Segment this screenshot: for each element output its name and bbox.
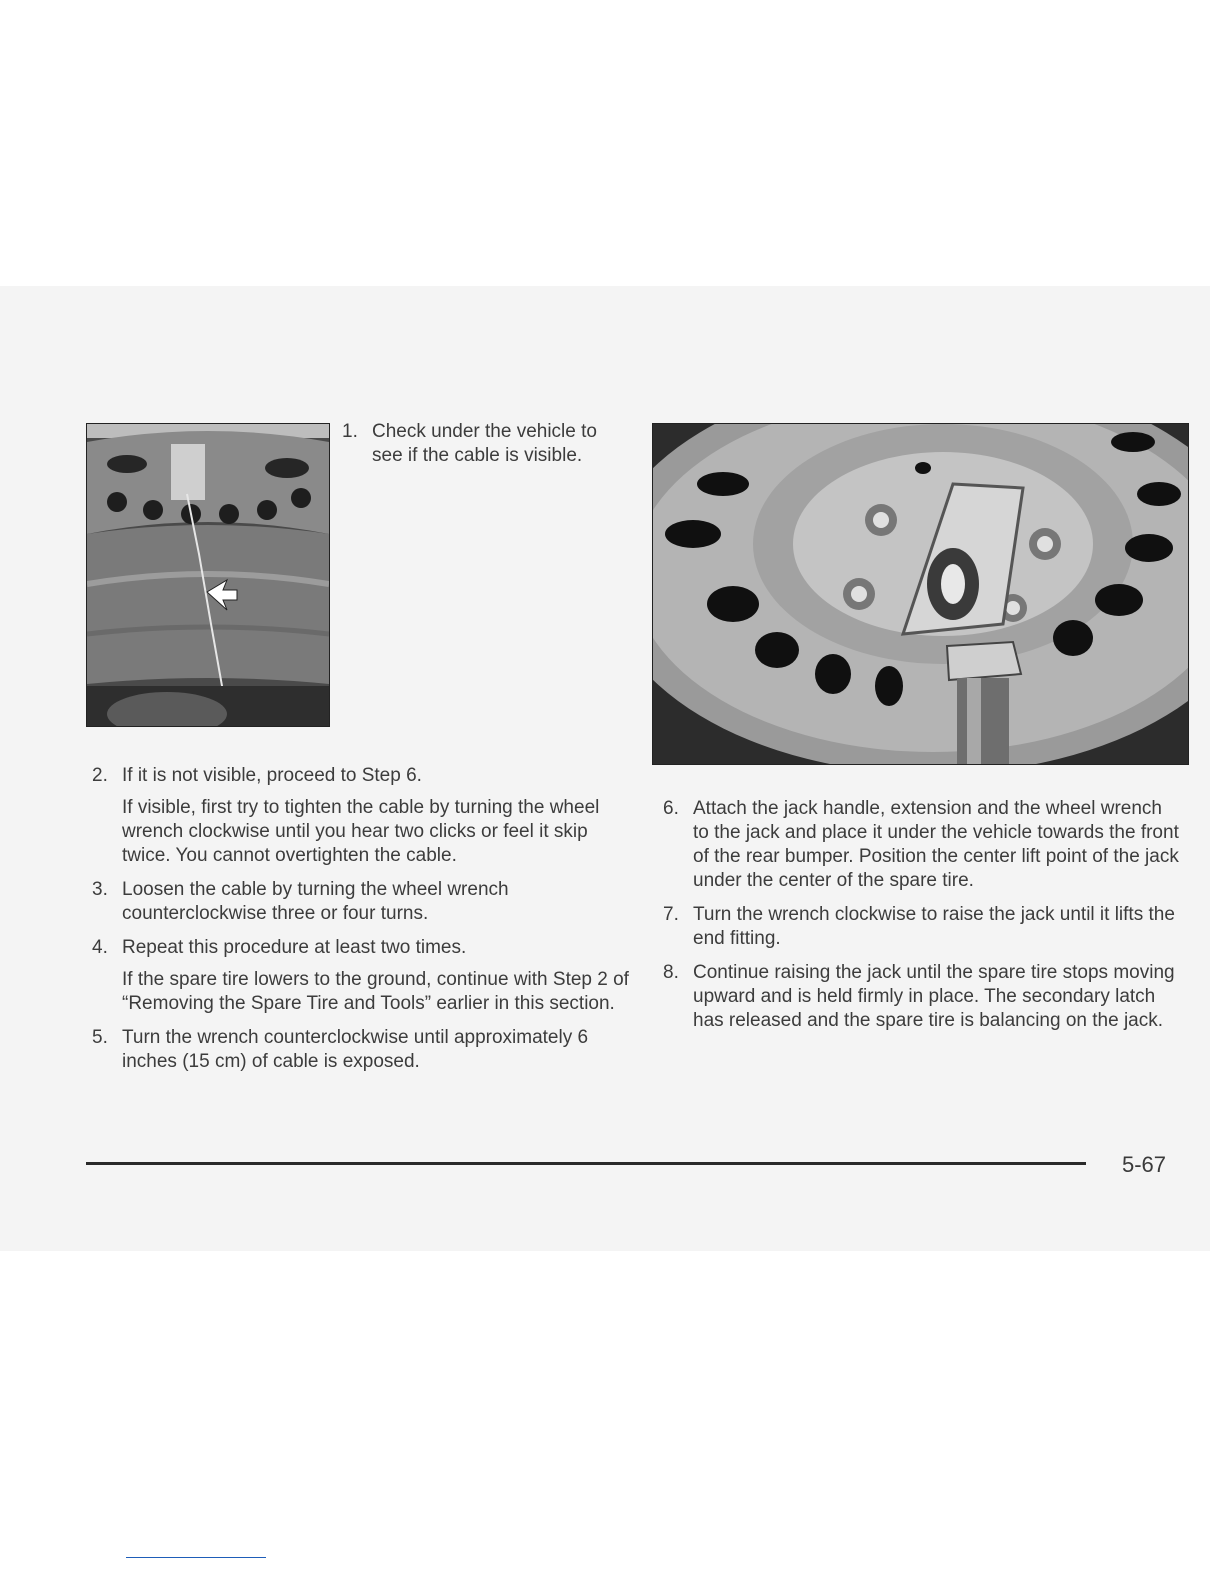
step-5-text: Turn the wrench counterclockwise until approximately 6 inches (15 cm) of cable is exposed. [122, 1027, 589, 1072]
left-column-steps [92, 764, 632, 1074]
step-1-number: 1. [342, 421, 358, 442]
step-3 [92, 878, 632, 926]
bottom-link-underline [126, 1557, 266, 1558]
step-3-number: 3. [92, 879, 108, 900]
right-column-steps [663, 797, 1183, 1033]
step-4 [92, 936, 632, 960]
jack-under-spare-tire-photo [652, 423, 1189, 765]
step-4-note: If the spare tire lowers to the ground, continue with Step 2 of “Removing the Spare Tire and Tools” earlier in this section. [122, 969, 629, 1014]
step-8-number: 8. [663, 962, 679, 983]
step-2-number: 2. [92, 765, 108, 786]
step-2-text: If it is not visible, proceed to Step 6. [122, 765, 422, 786]
step-4-number: 4. [92, 937, 108, 958]
step-7 [663, 903, 1183, 951]
page-number: 5-67 [1122, 1152, 1167, 1177]
step-6-text: Attach the jack handle, extension and the wheel wrench to the jack and place it under the vehicle towards the front of the rear bumper. Position the center lift point of the jack under the center of the spare tire. [693, 798, 1179, 891]
step-2 [92, 764, 632, 788]
step-5 [92, 1026, 632, 1074]
step-1 [342, 420, 622, 468]
step-5-number: 5. [92, 1027, 108, 1048]
step-8-text: Continue raising the jack until the spare tire stops moving upward and is held firmly in place. The secondary latch has released and the spare tire is balancing on the jack. [693, 962, 1175, 1031]
spare-tire-cable-photo [86, 423, 330, 727]
step-7-text: Turn the wrench clockwise to raise the jack until it lifts the end fitting. [693, 904, 1175, 949]
step-1-text: Check under the vehicle to see if the cable is visible. [372, 421, 597, 466]
step-2-note: If visible, first try to tighten the cable by turning the wheel wrench clockwise until you hear two clicks or feel it skip twice. You cannot overtighten the cable. [122, 797, 600, 866]
step-8 [663, 961, 1183, 1033]
step-6-number: 6. [663, 798, 679, 819]
step-6 [663, 797, 1183, 893]
step-3-text: Loosen the cable by turning the wheel wrench counterclockwise three or four turns. [122, 879, 509, 924]
step-7-number: 7. [663, 904, 679, 925]
footer-rule [86, 1162, 1086, 1165]
step-4-text: Repeat this procedure at least two times. [122, 937, 467, 958]
